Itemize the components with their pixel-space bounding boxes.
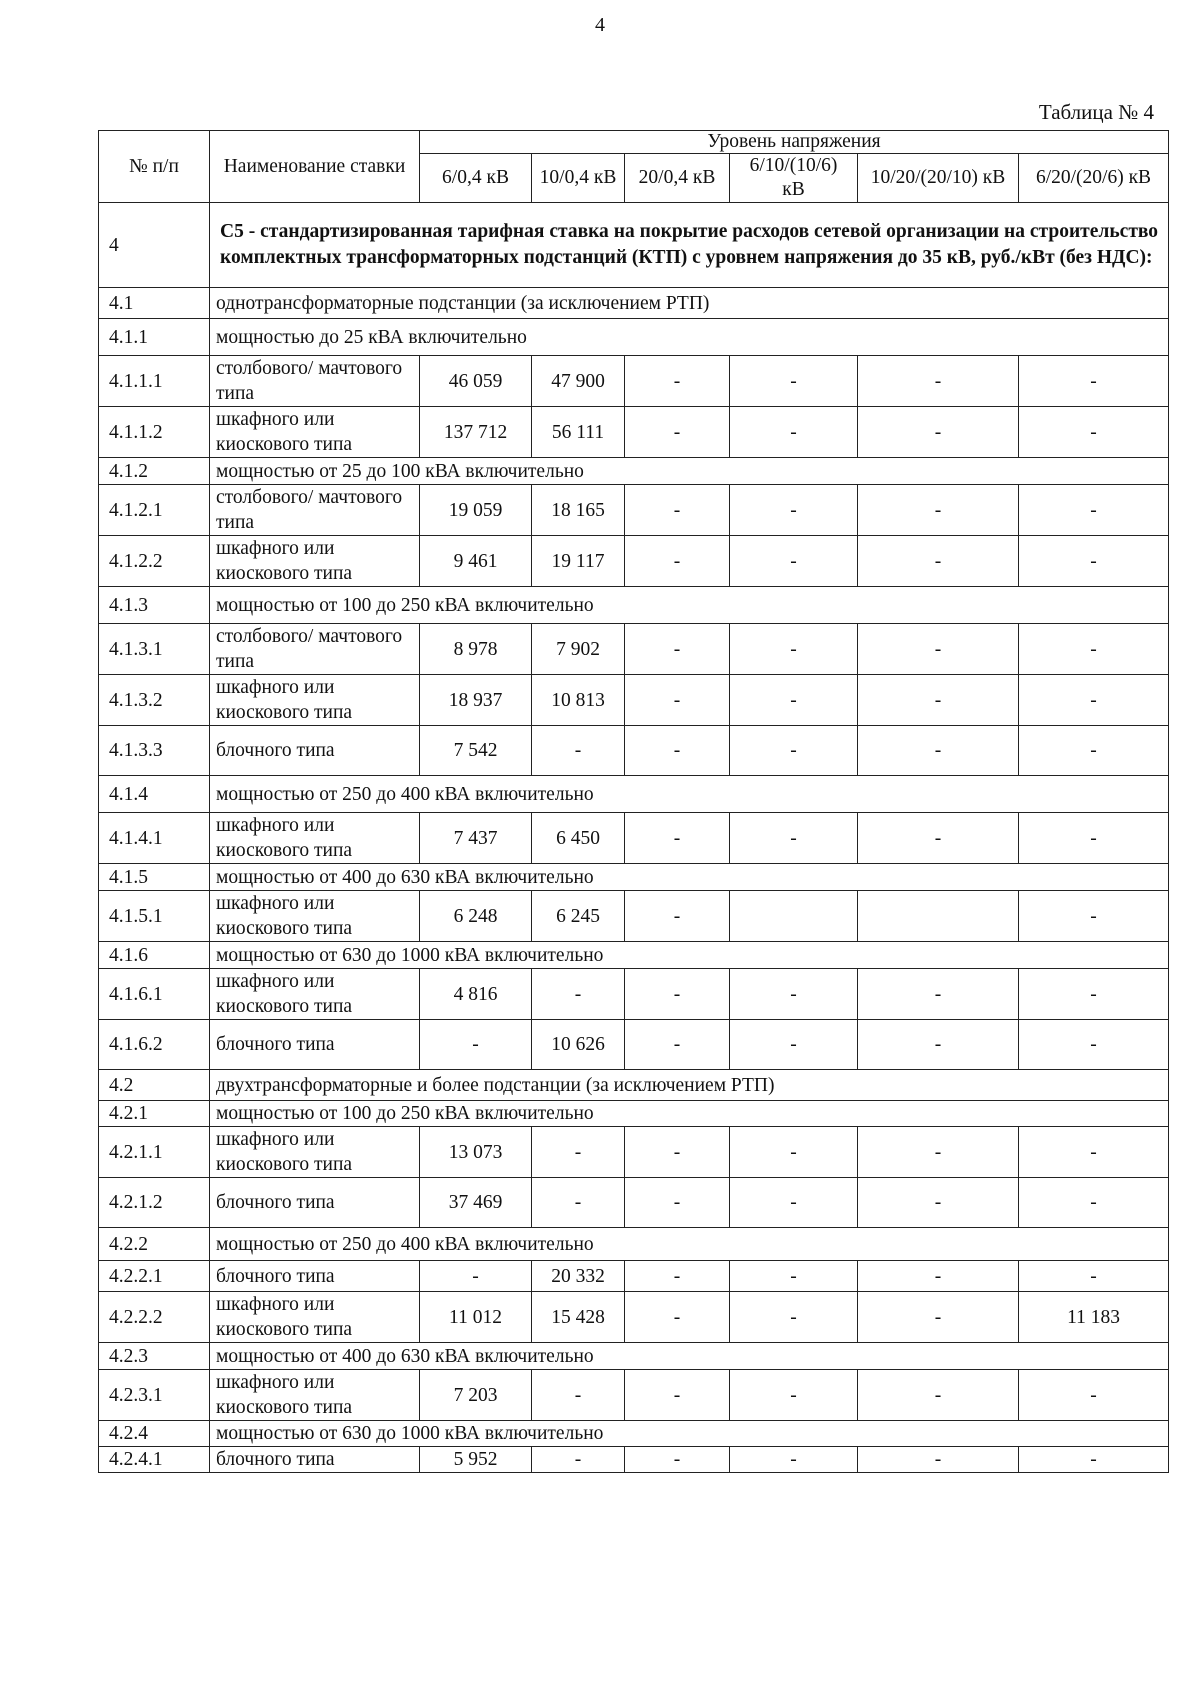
row-num: 4.2.2 bbox=[99, 1228, 210, 1261]
table-row bbox=[99, 1127, 1169, 1178]
rate-value-3: - bbox=[625, 1127, 730, 1178]
section-title: С5 - стандартизированная тарифная ставка на покрытие расходов сетевой организации на строительство комплектных трансформаторных подстанций (КТП) с уровнем напряжения до 35 кВ, руб./кВт (без НДС): bbox=[210, 203, 1169, 288]
table-row bbox=[99, 969, 1169, 1020]
row-num: 4.1.3.2 bbox=[99, 675, 210, 726]
rate-value-1: 18 937 bbox=[420, 675, 532, 726]
row-num: 4.1.3.3 bbox=[99, 726, 210, 776]
rate-value-1: 7 437 bbox=[420, 813, 532, 864]
rate-value-6: - bbox=[1019, 407, 1169, 458]
table-row bbox=[99, 675, 1169, 726]
group-row bbox=[99, 942, 1169, 969]
row-num: 4.2.3 bbox=[99, 1343, 210, 1370]
rate-value-3: - bbox=[625, 1178, 730, 1228]
rate-name: шкафного или киоскового типа bbox=[210, 1292, 420, 1343]
table-row bbox=[99, 813, 1169, 864]
rate-value-1: 11 012 bbox=[420, 1292, 532, 1343]
rate-name: шкафного или киоскового типа bbox=[210, 1370, 420, 1421]
row-num: 4.1.5 bbox=[99, 864, 210, 891]
rate-value-5: - bbox=[858, 726, 1019, 776]
rate-value-2: - bbox=[532, 1370, 625, 1421]
table-row bbox=[99, 624, 1169, 675]
table-row bbox=[99, 1020, 1169, 1070]
section-num: 4 bbox=[99, 203, 210, 288]
rate-value-5: - bbox=[858, 1178, 1019, 1228]
rate-value-3: - bbox=[625, 1261, 730, 1292]
rate-value-6: - bbox=[1019, 1447, 1169, 1473]
header-voltage-5: 10/20/(20/10) кВ bbox=[858, 154, 1019, 203]
rate-value-1: 9 461 bbox=[420, 536, 532, 587]
header-row-top bbox=[99, 131, 1169, 154]
rate-value-5: - bbox=[858, 969, 1019, 1020]
row-num: 4.1.4.1 bbox=[99, 813, 210, 864]
rate-value-1: 13 073 bbox=[420, 1127, 532, 1178]
row-num: 4.1.1.1 bbox=[99, 356, 210, 407]
rate-value-1: 8 978 bbox=[420, 624, 532, 675]
rate-value-5: - bbox=[858, 485, 1019, 536]
rate-value-4: - bbox=[730, 1370, 858, 1421]
rate-name: шкафного или киоскового типа bbox=[210, 675, 420, 726]
rate-value-1: 5 952 bbox=[420, 1447, 532, 1473]
rate-value-4: - bbox=[730, 1020, 858, 1070]
rate-value-1: 19 059 bbox=[420, 485, 532, 536]
row-num: 4.1.3.1 bbox=[99, 624, 210, 675]
header-voltage-group: Уровень напряжения bbox=[420, 131, 1169, 154]
table-body bbox=[99, 203, 1169, 1473]
header-voltage-4: 6/10/(10/6) кВ bbox=[730, 154, 858, 203]
rate-value-4: - bbox=[730, 407, 858, 458]
table-row bbox=[99, 1292, 1169, 1343]
header-num: № п/п bbox=[99, 131, 210, 203]
group-row bbox=[99, 1343, 1169, 1370]
rate-value-4: - bbox=[730, 675, 858, 726]
rate-value-4: - bbox=[730, 485, 858, 536]
rate-value-5: - bbox=[858, 675, 1019, 726]
group-row bbox=[99, 1228, 1169, 1261]
group-row bbox=[99, 458, 1169, 485]
table-row bbox=[99, 407, 1169, 458]
rate-value-4: - bbox=[730, 356, 858, 407]
group-label: мощностью от 25 до 100 кВА включительно bbox=[210, 458, 1169, 485]
row-num: 4.1.6.2 bbox=[99, 1020, 210, 1070]
group-label: мощностью от 250 до 400 кВА включительно bbox=[210, 1228, 1169, 1261]
rate-value-3: - bbox=[625, 1292, 730, 1343]
table-row bbox=[99, 891, 1169, 942]
rate-name: шкафного или киоскового типа bbox=[210, 536, 420, 587]
rate-value-6: - bbox=[1019, 356, 1169, 407]
row-num: 4.2.2.1 bbox=[99, 1261, 210, 1292]
group-label: мощностью от 100 до 250 кВА включительно bbox=[210, 587, 1169, 624]
rate-value-5: - bbox=[858, 356, 1019, 407]
row-num: 4.2.2.2 bbox=[99, 1292, 210, 1343]
rate-value-1: 37 469 bbox=[420, 1178, 532, 1228]
row-num: 4.1.2.2 bbox=[99, 536, 210, 587]
group-label: мощностью от 100 до 250 кВА включительно bbox=[210, 1101, 1169, 1127]
rate-value-6: - bbox=[1019, 969, 1169, 1020]
rate-name: блочного типа bbox=[210, 1447, 420, 1473]
rate-name: шкафного или киоскового типа bbox=[210, 969, 420, 1020]
rate-value-4: - bbox=[730, 1261, 858, 1292]
group-label: мощностью от 250 до 400 кВА включительно bbox=[210, 776, 1169, 813]
rate-value-3: - bbox=[625, 356, 730, 407]
rate-value-3: - bbox=[625, 624, 730, 675]
rate-value-3: - bbox=[625, 1020, 730, 1070]
rate-value-6: - bbox=[1019, 624, 1169, 675]
rate-value-2: 10 813 bbox=[532, 675, 625, 726]
rate-value-6: - bbox=[1019, 813, 1169, 864]
rate-value-2: - bbox=[532, 1127, 625, 1178]
rate-value-1: 6 248 bbox=[420, 891, 532, 942]
rate-value-2: 7 902 bbox=[532, 624, 625, 675]
rate-value-4: - bbox=[730, 624, 858, 675]
rate-value-5: - bbox=[858, 813, 1019, 864]
rate-value-6: - bbox=[1019, 536, 1169, 587]
rate-value-2: 6 450 bbox=[532, 813, 625, 864]
table-row bbox=[99, 356, 1169, 407]
rate-value-2: - bbox=[532, 1447, 625, 1473]
group-label: однотрансформаторные подстанции (за исключением РТП) bbox=[210, 288, 1169, 319]
table-row bbox=[99, 1447, 1169, 1473]
rate-value-4: - bbox=[730, 1447, 858, 1473]
row-num: 4.1.3 bbox=[99, 587, 210, 624]
rate-value-6: - bbox=[1019, 1178, 1169, 1228]
group-label: двухтрансформаторные и более подстанции (за исключением РТП) bbox=[210, 1070, 1169, 1101]
table-row bbox=[99, 485, 1169, 536]
rate-value-1: 7 542 bbox=[420, 726, 532, 776]
rate-value-6: 11 183 bbox=[1019, 1292, 1169, 1343]
rate-value-1: 137 712 bbox=[420, 407, 532, 458]
rate-value-4: - bbox=[730, 969, 858, 1020]
group-row bbox=[99, 1070, 1169, 1101]
rate-value-2: 20 332 bbox=[532, 1261, 625, 1292]
header-voltage-6: 6/20/(20/6) кВ bbox=[1019, 154, 1169, 203]
rate-value-1: - bbox=[420, 1020, 532, 1070]
rate-name: шкафного или киоскового типа bbox=[210, 813, 420, 864]
rate-name: шкафного или киоскового типа bbox=[210, 407, 420, 458]
group-row bbox=[99, 587, 1169, 624]
rate-value-2: 18 165 bbox=[532, 485, 625, 536]
rate-value-2: - bbox=[532, 969, 625, 1020]
group-row bbox=[99, 288, 1169, 319]
rate-value-1: - bbox=[420, 1261, 532, 1292]
rate-value-6: - bbox=[1019, 726, 1169, 776]
rate-value-2: 6 245 bbox=[532, 891, 625, 942]
rate-value-5: - bbox=[858, 536, 1019, 587]
group-label: мощностью от 400 до 630 кВА включительно bbox=[210, 864, 1169, 891]
rate-value-3: - bbox=[625, 813, 730, 864]
rate-name: блочного типа bbox=[210, 1261, 420, 1292]
rate-value-6: - bbox=[1019, 675, 1169, 726]
rate-value-5: - bbox=[858, 1292, 1019, 1343]
rate-name: столбового/ мачтового типа bbox=[210, 356, 420, 407]
group-row bbox=[99, 1101, 1169, 1127]
rate-value-3: - bbox=[625, 969, 730, 1020]
rate-value-4: - bbox=[730, 1292, 858, 1343]
rate-value-6: - bbox=[1019, 891, 1169, 942]
rate-value-2: 15 428 bbox=[532, 1292, 625, 1343]
group-row bbox=[99, 864, 1169, 891]
rate-value-2: - bbox=[532, 1178, 625, 1228]
row-num: 4.2.4 bbox=[99, 1421, 210, 1447]
rate-value-5: - bbox=[858, 1127, 1019, 1178]
table-row bbox=[99, 1178, 1169, 1228]
group-row bbox=[99, 776, 1169, 813]
table-row bbox=[99, 726, 1169, 776]
rate-value-5 bbox=[858, 891, 1019, 942]
rate-value-5: - bbox=[858, 407, 1019, 458]
group-label: мощностью от 630 до 1000 кВА включительно bbox=[210, 1421, 1169, 1447]
rate-value-1: 4 816 bbox=[420, 969, 532, 1020]
rate-value-4 bbox=[730, 891, 858, 942]
row-num: 4.2.1.2 bbox=[99, 1178, 210, 1228]
section-row bbox=[99, 203, 1169, 288]
table-row bbox=[99, 536, 1169, 587]
rate-value-2: 47 900 bbox=[532, 356, 625, 407]
rate-value-6: - bbox=[1019, 1370, 1169, 1421]
rate-name: шкафного или киоскового типа bbox=[210, 891, 420, 942]
group-label: мощностью до 25 кВА включительно bbox=[210, 319, 1169, 356]
rate-value-2: 56 111 bbox=[532, 407, 625, 458]
row-num: 4.1.1 bbox=[99, 319, 210, 356]
rate-value-1: 46 059 bbox=[420, 356, 532, 407]
rate-value-1: 7 203 bbox=[420, 1370, 532, 1421]
group-label: мощностью от 630 до 1000 кВА включительно bbox=[210, 942, 1169, 969]
rate-value-3: - bbox=[625, 1447, 730, 1473]
rate-value-3: - bbox=[625, 675, 730, 726]
row-num: 4.1.4 bbox=[99, 776, 210, 813]
header-voltage-3: 20/0,4 кВ bbox=[625, 154, 730, 203]
rate-value-3: - bbox=[625, 536, 730, 587]
rate-value-3: - bbox=[625, 726, 730, 776]
rate-value-5: - bbox=[858, 1261, 1019, 1292]
rate-value-6: - bbox=[1019, 1127, 1169, 1178]
row-num: 4.1.2 bbox=[99, 458, 210, 485]
rate-name: блочного типа bbox=[210, 726, 420, 776]
row-num: 4.1.5.1 bbox=[99, 891, 210, 942]
row-num: 4.2.3.1 bbox=[99, 1370, 210, 1421]
rate-name: столбового/ мачтового типа bbox=[210, 624, 420, 675]
row-num: 4.2.1 bbox=[99, 1101, 210, 1127]
rate-value-6: - bbox=[1019, 485, 1169, 536]
rate-value-6: - bbox=[1019, 1020, 1169, 1070]
tariff-rates-table bbox=[98, 130, 1169, 1473]
rate-value-3: - bbox=[625, 891, 730, 942]
header-voltage-1: 6/0,4 кВ bbox=[420, 154, 532, 203]
rate-value-5: - bbox=[858, 1447, 1019, 1473]
rate-value-5: - bbox=[858, 1370, 1019, 1421]
group-row bbox=[99, 1421, 1169, 1447]
row-num: 4.1.2.1 bbox=[99, 485, 210, 536]
rate-value-3: - bbox=[625, 407, 730, 458]
header-name: Наименование ставки bbox=[210, 131, 420, 203]
rate-value-2: 19 117 bbox=[532, 536, 625, 587]
table-label: Таблица № 4 bbox=[1038, 100, 1154, 124]
header-voltage-2: 10/0,4 кВ bbox=[532, 154, 625, 203]
rate-value-4: - bbox=[730, 536, 858, 587]
rate-value-6: - bbox=[1019, 1261, 1169, 1292]
rate-name: столбового/ мачтового типа bbox=[210, 485, 420, 536]
rate-value-3: - bbox=[625, 485, 730, 536]
group-label: мощностью от 400 до 630 кВА включительно bbox=[210, 1343, 1169, 1370]
row-num: 4.1 bbox=[99, 288, 210, 319]
rate-value-2: - bbox=[532, 726, 625, 776]
rate-value-4: - bbox=[730, 1127, 858, 1178]
row-num: 4.1.6 bbox=[99, 942, 210, 969]
row-num: 4.1.6.1 bbox=[99, 969, 210, 1020]
rate-value-4: - bbox=[730, 726, 858, 776]
rate-value-5: - bbox=[858, 1020, 1019, 1070]
page-number: 4 bbox=[595, 14, 605, 36]
rate-value-4: - bbox=[730, 813, 858, 864]
row-num: 4.2.4.1 bbox=[99, 1447, 210, 1473]
rate-value-3: - bbox=[625, 1370, 730, 1421]
table-row bbox=[99, 1370, 1169, 1421]
row-num: 4.2 bbox=[99, 1070, 210, 1101]
rate-name: шкафного или киоскового типа bbox=[210, 1127, 420, 1178]
rate-value-2: 10 626 bbox=[532, 1020, 625, 1070]
table-row bbox=[99, 1261, 1169, 1292]
rate-name: блочного типа bbox=[210, 1020, 420, 1070]
group-row bbox=[99, 319, 1169, 356]
rate-name: блочного типа bbox=[210, 1178, 420, 1228]
row-num: 4.1.1.2 bbox=[99, 407, 210, 458]
row-num: 4.2.1.1 bbox=[99, 1127, 210, 1178]
rate-value-5: - bbox=[858, 624, 1019, 675]
rate-value-4: - bbox=[730, 1178, 858, 1228]
